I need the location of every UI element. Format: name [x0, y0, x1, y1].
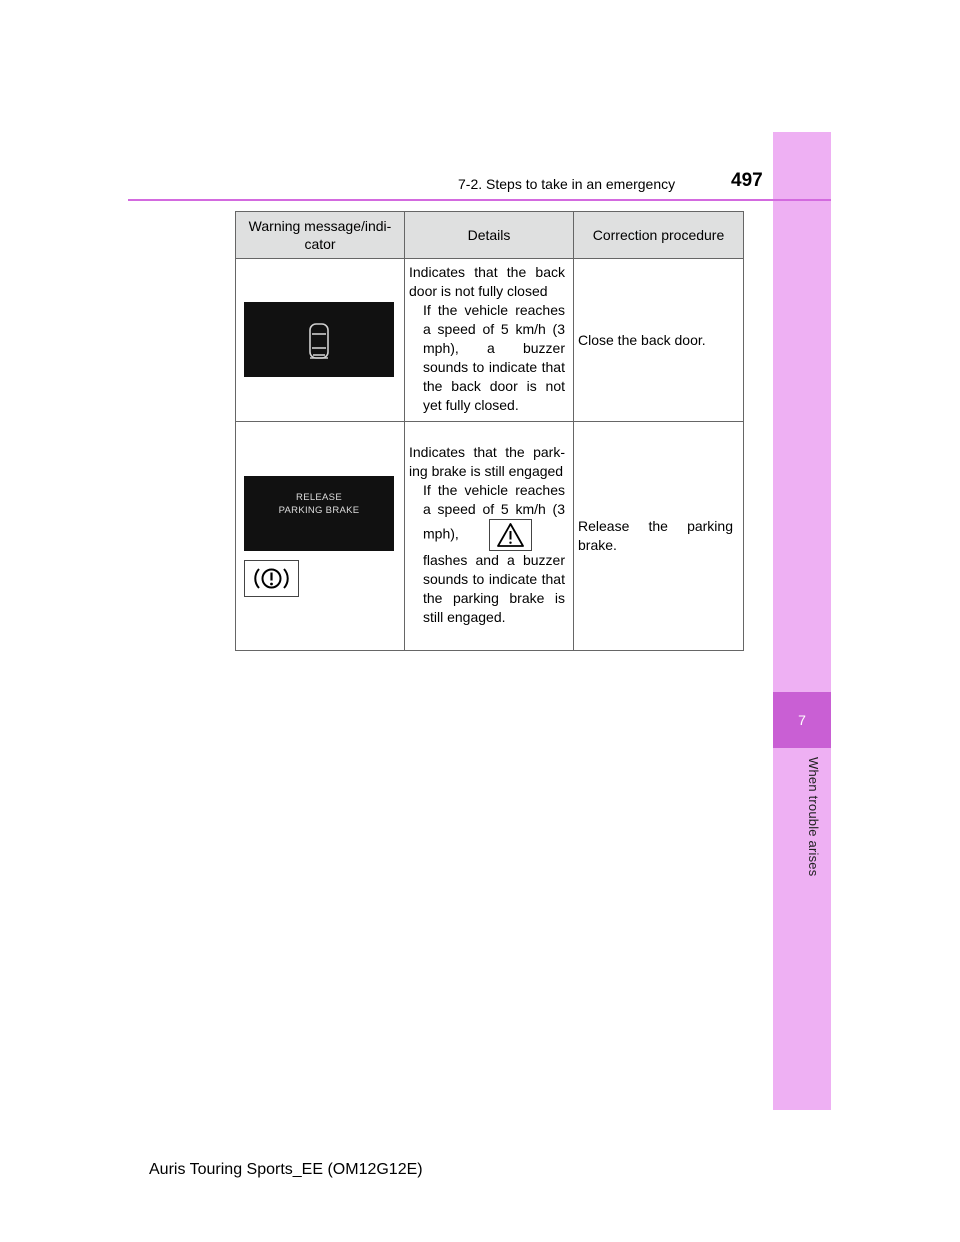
procedure-cell	[574, 422, 744, 651]
details-main: Indicates that the park-ing brake is still engaged	[409, 444, 565, 479]
display-screen	[244, 476, 394, 551]
chapter-title: When trouble arises	[806, 757, 821, 877]
details-cell	[405, 422, 574, 651]
procedure-text: Release the parking brake.	[578, 518, 733, 553]
screen-message-line: RELEASE	[296, 492, 342, 503]
details-sub-text: flashes and a buzzer sounds to indicate that the parking brake is still engaged.	[423, 552, 565, 625]
column-header-procedure: Correction procedure	[574, 212, 744, 259]
warning-cell	[236, 259, 405, 422]
procedure-text: Close the back door.	[578, 331, 706, 348]
screen-message	[244, 491, 394, 517]
chapter-side-tab	[773, 132, 831, 1110]
procedure-cell	[574, 259, 744, 422]
back-door-open-icon	[244, 302, 394, 377]
details-main: Indicates that the back door is not fully closed	[409, 264, 565, 299]
table-header-row	[236, 212, 744, 259]
table-row	[236, 422, 744, 651]
display-screen	[244, 302, 394, 377]
details-sub-text: If the vehicle reaches a speed of 5 km/h (3 mph),	[423, 482, 565, 542]
section-title: 7-2. Steps to take in an emergency	[458, 176, 676, 192]
footer-model: Auris Touring Sports_EE (OM12G12E)	[149, 1161, 423, 1178]
warning-triangle-icon	[490, 520, 531, 550]
warning-cell	[236, 422, 405, 651]
parking-brake-indicator	[244, 560, 299, 597]
chapter-number: 7	[773, 692, 831, 748]
parking-brake-icon	[245, 561, 298, 596]
warning-table	[235, 211, 744, 651]
screen-message-line: PARKING BRAKE	[278, 505, 360, 516]
warning-light-box	[489, 519, 532, 551]
page-number: 497	[731, 170, 763, 191]
table-row	[236, 259, 744, 422]
details-sub: If the vehicle reaches a speed of 5 km/h (3 mph), a buzzer sounds to indicate that the back door is not yet fully closed.	[423, 302, 565, 413]
column-header-warning: Warning message/indi-cator	[236, 212, 405, 259]
details-cell	[405, 259, 574, 422]
details-sub	[409, 481, 565, 627]
header-rule	[128, 199, 831, 201]
column-header-details: Details	[405, 212, 574, 259]
